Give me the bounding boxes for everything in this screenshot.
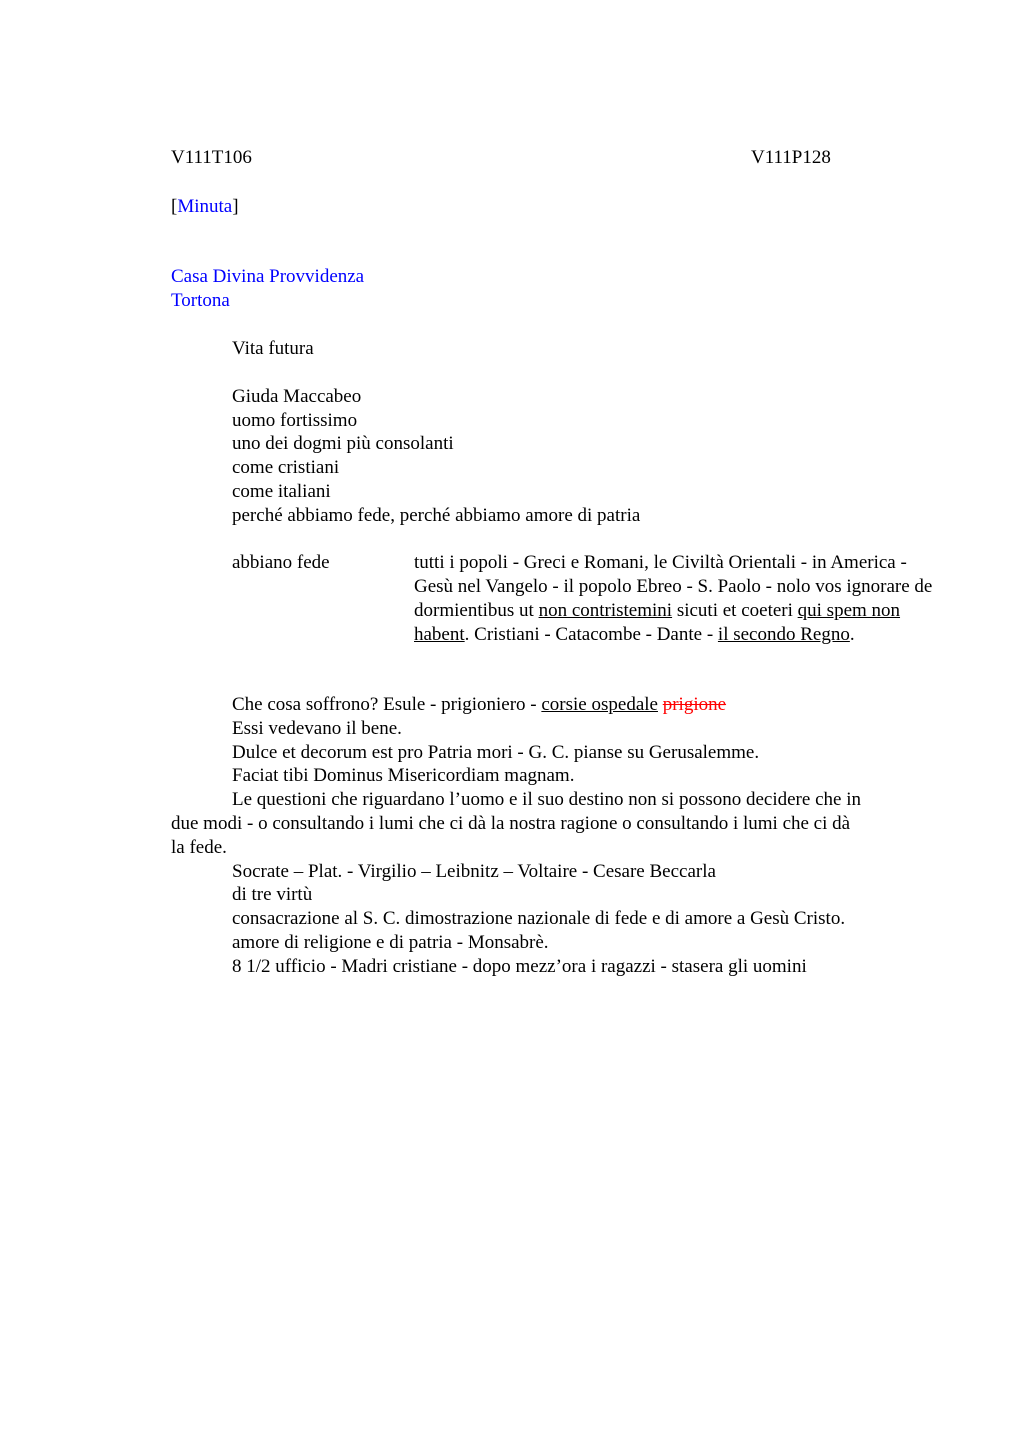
document-type-label bbox=[171, 195, 239, 219]
minuta-link[interactable]: Minuta bbox=[177, 196, 233, 217]
suffering-text: Che cosa soffrono? Esule - prigioniero - bbox=[232, 694, 542, 715]
faith-underline-1: non contristemini bbox=[538, 600, 673, 621]
bracket-open: [ bbox=[171, 196, 178, 217]
list-item: uomo fortissimo bbox=[232, 410, 358, 431]
faith-text-1: tutti i popoli - Greci e Romani, le Civiltà Orientali - in America - Gesù nel Vangelo - il popolo Ebreo - S. Paolo - nolo vos ignorare de dormientibus ut bbox=[414, 552, 933, 621]
text-line: consacrazione al S. C. dimostrazione nazionale di fede e di amore a Gesù Cristo. bbox=[232, 908, 846, 929]
text-line: Dulce et decorum est pro Patria mori - G. C. pianse su Gerusalemme. bbox=[232, 742, 760, 763]
bracket-close: ] bbox=[232, 196, 239, 217]
list-item: perché abbiamo fede, perché abbiamo amore di patria bbox=[232, 505, 641, 526]
paragraph-line-3: la fede. bbox=[171, 837, 227, 858]
address-line-2[interactable]: Tortona bbox=[171, 290, 230, 311]
list-item: come italiani bbox=[232, 481, 331, 502]
suffering-line bbox=[232, 693, 726, 717]
text-line: amore di religione e di patria - Monsabrè. bbox=[232, 932, 549, 953]
text-line: Essi vedevano il bene. bbox=[232, 718, 402, 739]
paragraph-line-2: due modi - o consultando i lumi che ci dà la nostra ragione o consultando i lumi che ci dà bbox=[171, 813, 851, 834]
deleted-word: prigione bbox=[662, 694, 727, 715]
faith-text-4: . bbox=[849, 624, 855, 645]
faith-text-2: sicuti et coeteri bbox=[672, 600, 798, 621]
text-line: di tre virtù bbox=[232, 884, 313, 905]
address-line-1[interactable]: Casa Divina Provvidenza bbox=[171, 266, 365, 287]
faith-underline-3: il secondo Regno bbox=[717, 624, 850, 645]
faith-term: abbiano fede bbox=[232, 552, 330, 573]
text-line: Faciat tibi Dominus Misericordiam magnam. bbox=[232, 765, 575, 786]
suffering-underlined: corsie ospedale bbox=[541, 694, 658, 715]
section-title: Vita futura bbox=[232, 338, 314, 359]
list-item: Giuda Maccabeo bbox=[232, 386, 362, 407]
faith-underline-2: qui spem non habent bbox=[414, 600, 901, 645]
text-line: 8 1/2 ufficio - Madri cristiane - dopo mezz’ora i ragazzi - stasera gli uomini bbox=[232, 956, 807, 977]
paragraph-line-1: Le questioni che riguardano l’uomo e il suo destino non si possono decidere che in bbox=[232, 789, 861, 810]
faith-description bbox=[414, 551, 934, 647]
list-item: come cristiani bbox=[232, 457, 340, 478]
faith-text-3: . Cristiani - Catacombe - Dante - bbox=[464, 624, 718, 645]
left-code: V111T106 bbox=[171, 147, 252, 168]
right-code: V111P128 bbox=[751, 147, 831, 168]
text-line: Socrate – Plat. - Virgilio – Leibnitz – Voltaire - Cesare Beccarla bbox=[232, 861, 716, 882]
list-item: uno dei dogmi più consolanti bbox=[232, 433, 454, 454]
